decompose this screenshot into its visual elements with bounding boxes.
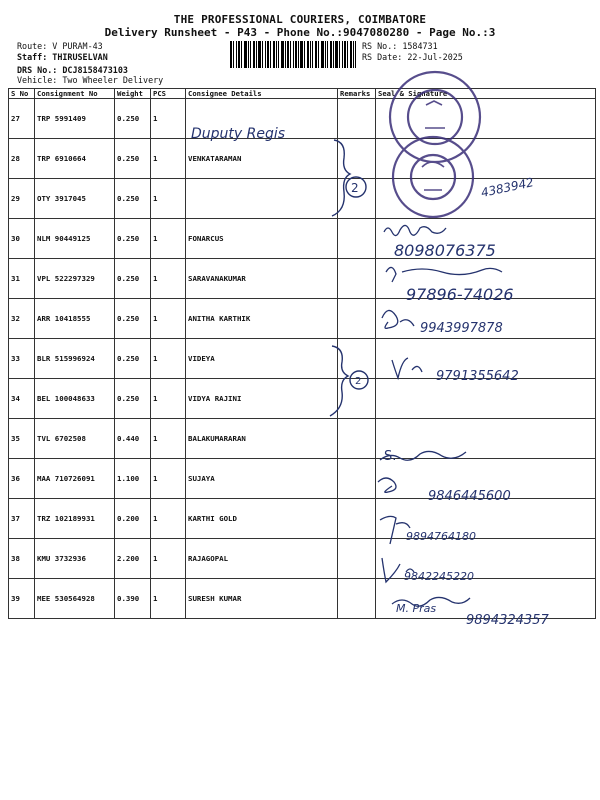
bracket-count-1: 2 <box>351 181 359 195</box>
col-pcs: PCS <box>151 89 186 99</box>
row-sno: 36 <box>9 459 35 499</box>
row-consignee: RAJAGOPAL <box>186 539 338 579</box>
row-sno: 38 <box>9 539 35 579</box>
row-pcs: 1 <box>151 459 186 499</box>
row-remarks <box>338 259 376 299</box>
row-consignment-no: MEE 530564928 <box>35 579 115 619</box>
row-remarks <box>338 219 376 259</box>
row-weight: 0.250 <box>115 219 151 259</box>
barcode-image <box>230 41 356 68</box>
row-weight: 0.250 <box>115 179 151 219</box>
row-signature <box>376 579 596 619</box>
row-sno: 34 <box>9 379 35 419</box>
col-signature: Seal & Signature <box>376 89 596 99</box>
row-weight: 0.250 <box>115 339 151 379</box>
row-pcs: 1 <box>151 219 186 259</box>
row-signature <box>376 179 596 219</box>
row-consignment-no: OTY 3917045 <box>35 179 115 219</box>
phone-handwriting-33: 9791355642 <box>436 369 519 384</box>
row-sno: 39 <box>9 579 35 619</box>
row-pcs: 1 <box>151 419 186 459</box>
row-weight: 0.250 <box>115 259 151 299</box>
row-consignment-no: VPL 522297329 <box>35 259 115 299</box>
table-row <box>9 499 596 539</box>
row-pcs: 1 <box>151 139 186 179</box>
table-row <box>9 259 596 299</box>
phone-handwriting-29: 4383942 <box>479 175 535 200</box>
row-consignee: VIDEYA <box>186 339 338 379</box>
row-consignee: VENKATARAMAN <box>186 139 338 179</box>
row-remarks <box>338 379 376 419</box>
col-sno: S No <box>9 89 35 99</box>
row-consignee: SURESH KUMAR <box>186 579 338 619</box>
row-pcs: 1 <box>151 579 186 619</box>
drs-number: DRS No.: DCJ8158473103 <box>17 65 128 75</box>
row-remarks <box>338 459 376 499</box>
phone-handwriting-39: 9894324357 <box>466 613 549 628</box>
row-consignment-no: NLM 90449125 <box>35 219 115 259</box>
row-weight: 0.250 <box>115 99 151 139</box>
row-remarks <box>338 579 376 619</box>
table-row <box>9 419 596 459</box>
row-remarks <box>338 139 376 179</box>
row-signature <box>376 459 596 499</box>
row-sno: 33 <box>9 339 35 379</box>
row-consignment-no: TRP 6910664 <box>35 139 115 179</box>
row-sno: 31 <box>9 259 35 299</box>
name-handwriting-35: S. <box>384 449 397 464</box>
row-weight: 0.390 <box>115 579 151 619</box>
runsheet-subtitle: Delivery Runsheet - P43 - Phone No.:9047080280 - Page No.:3 <box>104 26 496 39</box>
row-consignment-no: MAA 710726091 <box>35 459 115 499</box>
row-consignee: FONARCUS <box>186 219 338 259</box>
row-signature <box>376 139 596 179</box>
row-pcs: 1 <box>151 539 186 579</box>
row-consignment-no: TRP 5991409 <box>35 99 115 139</box>
row-remarks <box>338 299 376 339</box>
row-signature <box>376 419 596 459</box>
table-row <box>9 459 596 499</box>
row-pcs: 1 <box>151 179 186 219</box>
phone-handwriting-30: 8098076375 <box>394 241 496 260</box>
row-signature <box>376 499 596 539</box>
row-weight: 0.440 <box>115 419 151 459</box>
company-title: THE PROFESSIONAL COURIERS, COIMBATORE <box>173 13 427 26</box>
col-remarks: Remarks <box>338 89 376 99</box>
col-weight: Weight <box>115 89 151 99</box>
row-sno: 29 <box>9 179 35 219</box>
row-consignee: SUJAYA <box>186 459 338 499</box>
table-row <box>9 579 596 619</box>
row-signature <box>376 299 596 339</box>
row-sno: 35 <box>9 419 35 459</box>
row-pcs: 1 <box>151 339 186 379</box>
name-handwriting-39: M. Pras <box>396 602 437 615</box>
bracket-count-2: 2 <box>355 376 362 387</box>
row-consignment-no: KMU 3732936 <box>35 539 115 579</box>
row-signature <box>376 339 596 379</box>
row-consignment-no: TRZ 102189931 <box>35 499 115 539</box>
row-pcs: 1 <box>151 99 186 139</box>
table-row <box>9 299 596 339</box>
col-consignment: Consignment No <box>35 89 115 99</box>
row-sno: 27 <box>9 99 35 139</box>
table-row <box>9 179 596 219</box>
row-sno: 30 <box>9 219 35 259</box>
row-sno: 32 <box>9 299 35 339</box>
row-consignee: SARAVANAKUMAR <box>186 259 338 299</box>
row-weight: 2.200 <box>115 539 151 579</box>
row-weight: 0.200 <box>115 499 151 539</box>
table-row <box>9 219 596 259</box>
table-header-row <box>9 89 596 99</box>
route-label: Route: V PURAM-43 <box>17 41 103 51</box>
table-row <box>9 139 596 179</box>
row-signature <box>376 99 596 139</box>
row-weight: 0.250 <box>115 379 151 419</box>
row-sno: 37 <box>9 499 35 539</box>
row-remarks <box>338 339 376 379</box>
table-row <box>9 539 596 579</box>
table-row <box>9 99 596 139</box>
row-signature <box>376 219 596 259</box>
row-remarks <box>338 419 376 459</box>
phone-handwriting-36: 9846445600 <box>428 489 511 504</box>
row-consignee: BALAKUMARARAN <box>186 419 338 459</box>
phone-handwriting-37: 9894764180 <box>406 530 476 543</box>
row-consignment-no: ARR 10418555 <box>35 299 115 339</box>
row-weight: 0.250 <box>115 299 151 339</box>
row-consignee <box>186 179 338 219</box>
row-consignment-no: TVL 6702508 <box>35 419 115 459</box>
deputy-regis-handwriting: Duputy Regis <box>191 126 286 142</box>
row-consignment-no: BEL 100048633 <box>35 379 115 419</box>
row-weight: 1.100 <box>115 459 151 499</box>
row-consignee <box>186 99 338 139</box>
phone-handwriting-32: 9943997878 <box>420 321 503 336</box>
row-consignee: KARTHI GOLD <box>186 499 338 539</box>
table-row <box>9 379 596 419</box>
row-remarks <box>338 179 376 219</box>
row-weight: 0.250 <box>115 139 151 179</box>
table-row <box>9 339 596 379</box>
row-signature <box>376 539 596 579</box>
runsheet-table <box>8 88 596 619</box>
row-consignee: ANITHA KARTHIK <box>186 299 338 339</box>
phone-handwriting-38: 9842245220 <box>404 570 474 583</box>
row-pcs: 1 <box>151 499 186 539</box>
row-remarks <box>338 539 376 579</box>
row-remarks <box>338 499 376 539</box>
row-consignment-no: BLR 515996924 <box>35 339 115 379</box>
row-pcs: 1 <box>151 299 186 339</box>
col-consignee: Consignee Details <box>186 89 338 99</box>
row-signature <box>376 379 596 419</box>
rs-date: RS Date: 22-Jul-2025 <box>362 52 463 62</box>
row-consignee: VIDYA RAJINI <box>186 379 338 419</box>
row-remarks <box>338 99 376 139</box>
row-sno: 28 <box>9 139 35 179</box>
vehicle-label: Vehicle: Two Wheeler Delivery <box>17 75 164 85</box>
staff-label: Staff: THIRUSELVAN <box>17 52 108 62</box>
row-pcs: 1 <box>151 379 186 419</box>
row-signature <box>376 259 596 299</box>
rs-number: RS No.: 1584731 <box>362 41 438 51</box>
phone-handwriting-31: 97896-74026 <box>406 285 514 304</box>
row-pcs: 1 <box>151 259 186 299</box>
